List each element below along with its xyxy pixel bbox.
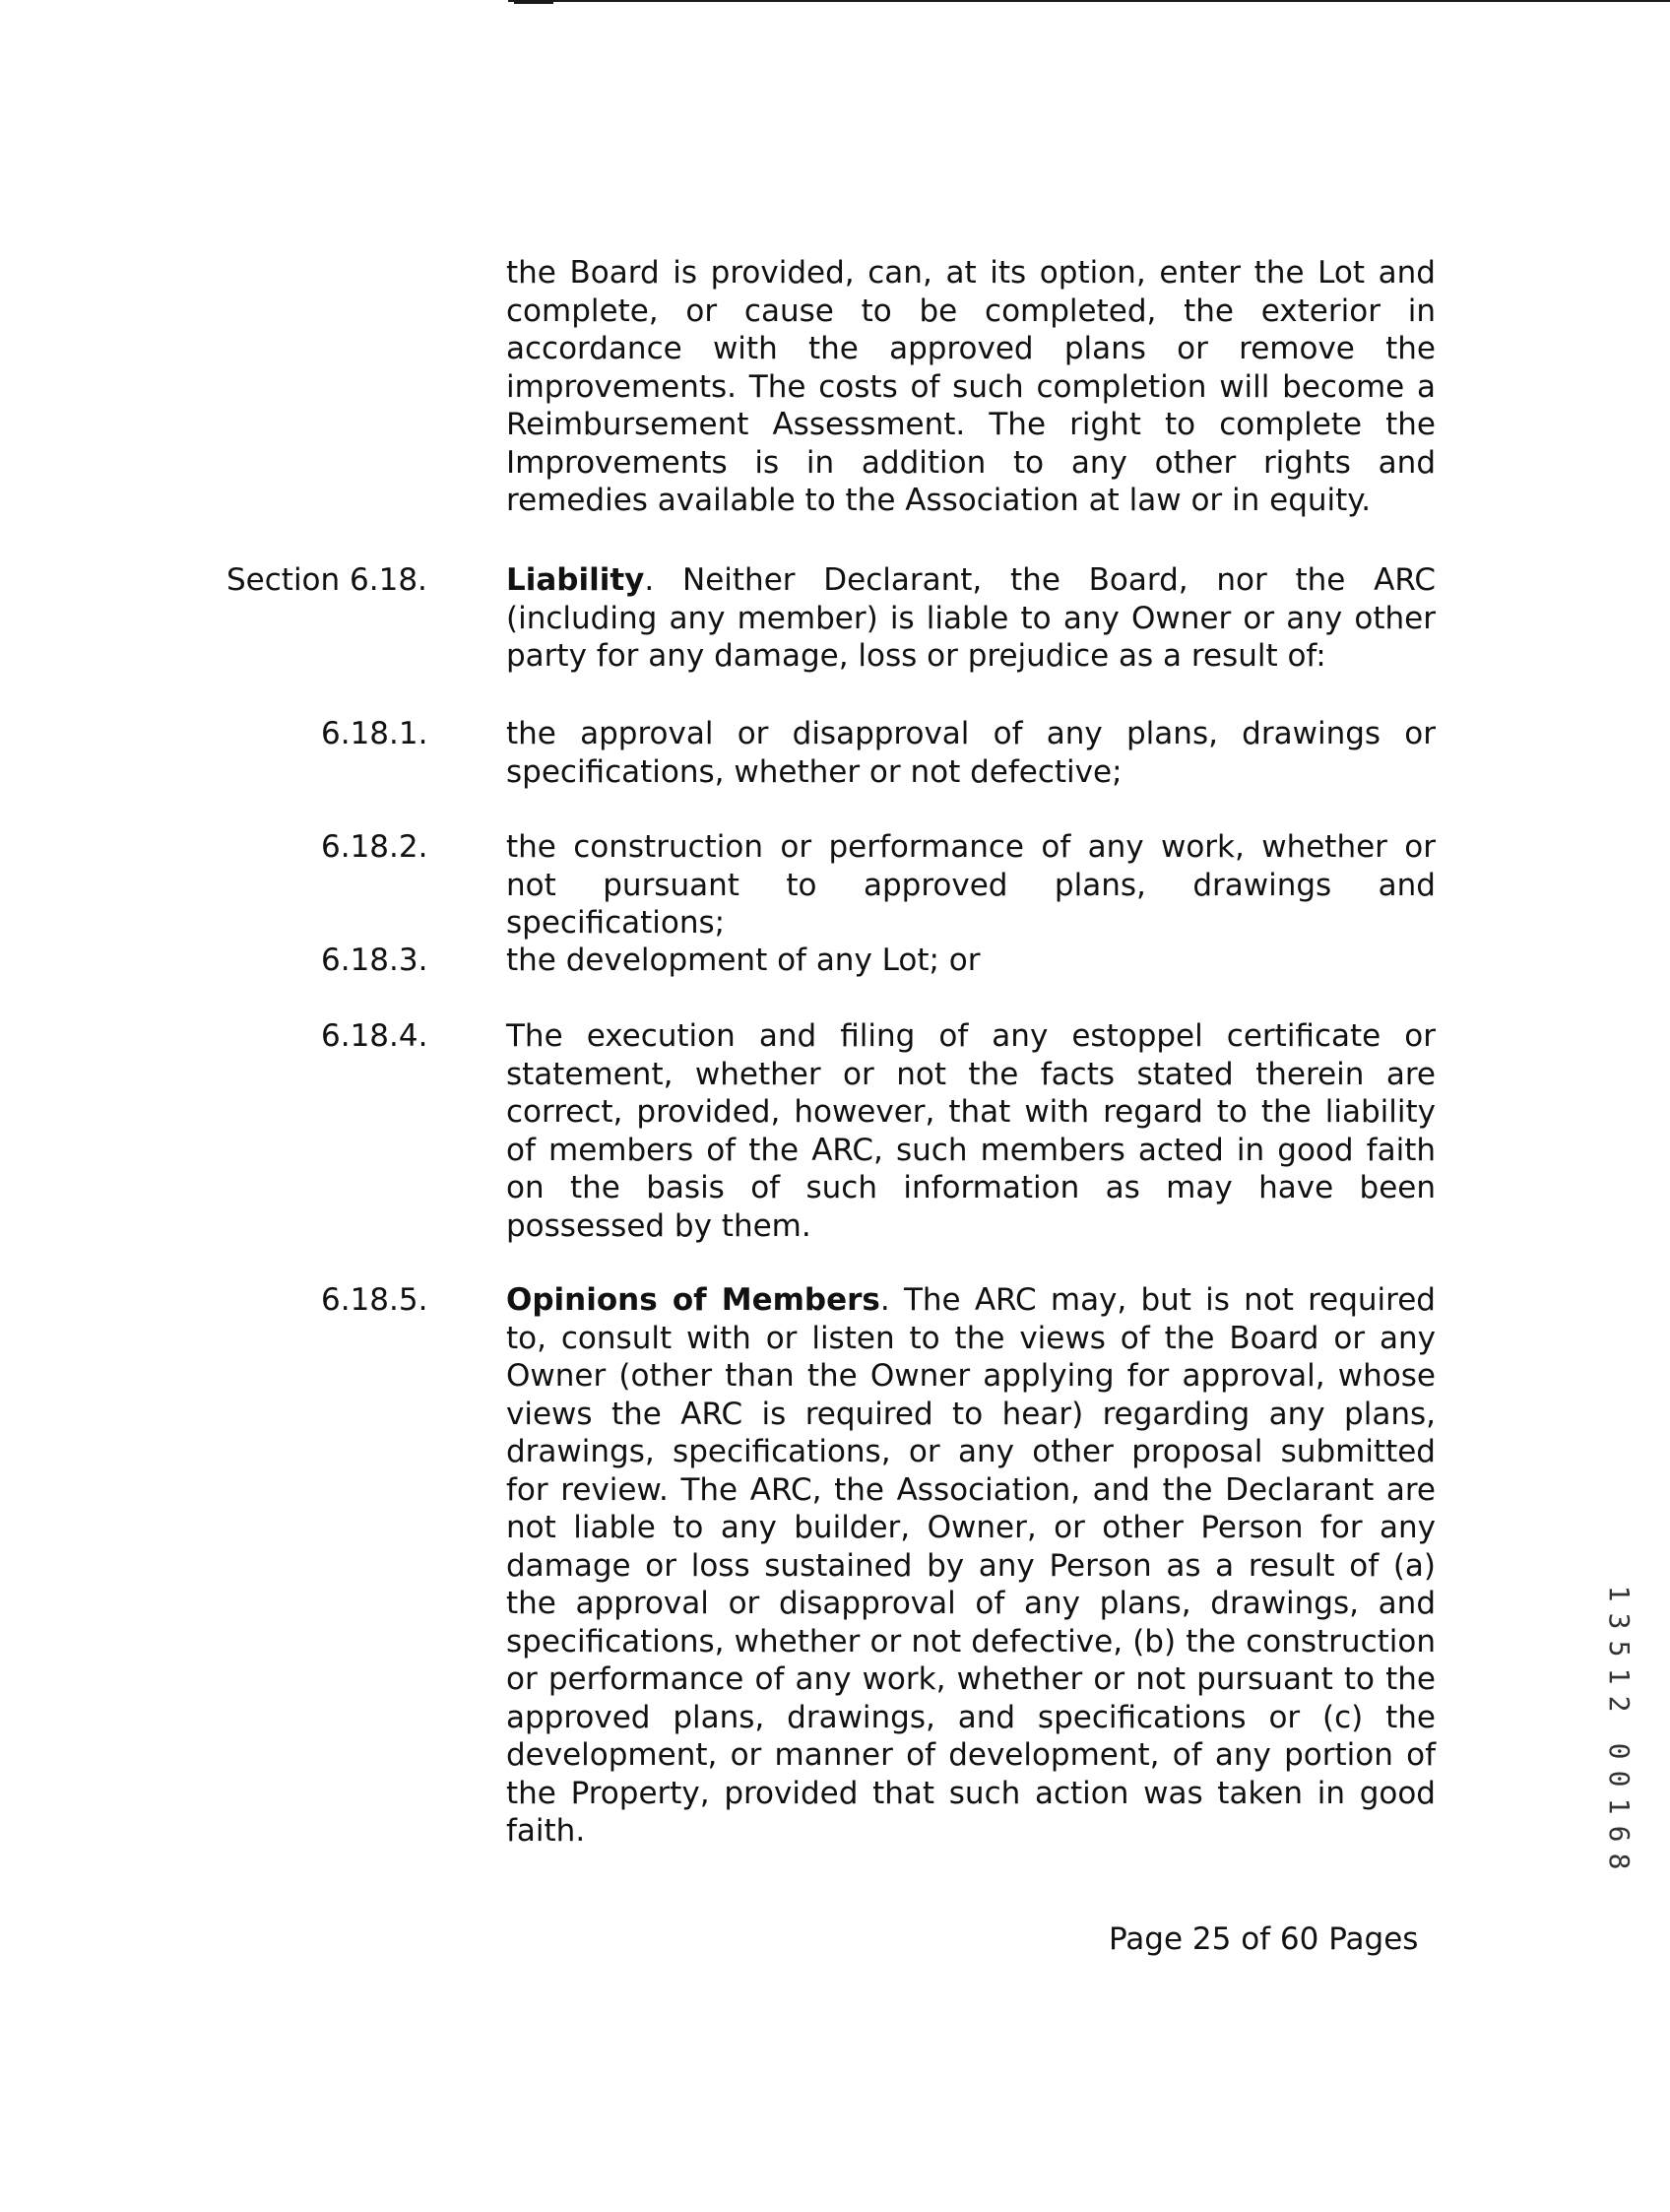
item-text: the approval or disapproval of any plans, drawings or specifications, whether or not defective; — [506, 716, 1436, 790]
side-stamp-char: 3 — [1603, 1612, 1636, 1630]
section-paragraph — [506, 561, 1436, 676]
section-body: . Neither Declarant, the Board, nor the ARC (including any member) is liable to any Owner or any other party for any damage, loss or prejudice as a result of: — [506, 562, 1436, 674]
top-border-line — [508, 0, 1670, 2]
top-border-mark — [514, 0, 553, 4]
item-heading: Opinions of Members — [506, 1282, 880, 1318]
side-stamp-char: 1 — [1603, 1667, 1636, 1685]
side-stamp-char: 0 — [1603, 1742, 1636, 1760]
item-text: . The ARC may, but is not required to, consult with or listen to the views of the Board or any Owner (other than the Owner applying for approval, whose views the ARC is required to hear) regarding any plans, drawings, specifications, or any other proposal submitted for review. The ARC, the Association, and the Declarant are not liable to any builder, Owner, or other Person for any damage or loss sustained by any Person as a result of (a) the approval or disapproval of any plans, drawings, and specifications, whether or not defective, (b) the construction or performance of any work, whether or not pursuant to the approved plans, drawings, and specifications or (c) the development, or manner of development, of any portion of the Property, provided that such action was taken in good faith. — [506, 1282, 1436, 1849]
section-heading: Liability — [506, 562, 645, 598]
side-stamp-char: 0 — [1603, 1770, 1636, 1788]
side-stamp-char: 5 — [1603, 1640, 1636, 1658]
item-paragraph — [506, 1281, 1436, 1851]
page-footer: Page 25 of 60 Pages — [1109, 1921, 1419, 1957]
item-text: the construction or performance of any work, whether or not pursuant to approved plans, drawings and specifications; — [506, 829, 1436, 941]
item-number: 6.18.5. — [321, 1282, 428, 1318]
side-stamp-char: 2 — [1603, 1695, 1636, 1713]
item-text: the development of any Lot; or — [506, 943, 981, 978]
side-stamp-char: 8 — [1603, 1853, 1636, 1870]
item-number: 6.18.1. — [321, 716, 428, 751]
side-stamp-char: 6 — [1603, 1825, 1636, 1843]
intro-paragraph: the Board is provided, can, at its option, enter the Lot and complete, or cause to be completed, the exterior in accordance with the approved plans or remove the improvements. The costs of such completion will become a Reimbursement Assessment. The right to complete the Improvements is in addition to any other rights and remedies available to the Association at law or in equity. — [506, 255, 1436, 518]
item-number: 6.18.3. — [321, 943, 428, 978]
side-stamp — [1602, 1580, 1636, 1875]
item-number: 6.18.2. — [321, 829, 428, 865]
side-stamp-char: 1 — [1603, 1797, 1636, 1815]
item-text: The execution and filing of any estoppel certificate or statement, whether or not the facts stated therein are correct, provided, however, that with regard to the liability of members of the ARC, such members acted in good faith on the basis of such information as may have been possessed by them. — [506, 1018, 1436, 1244]
item-number: 6.18.4. — [321, 1018, 428, 1054]
section-label: Section 6.18. — [226, 562, 427, 598]
side-stamp-char: 1 — [1603, 1585, 1636, 1602]
